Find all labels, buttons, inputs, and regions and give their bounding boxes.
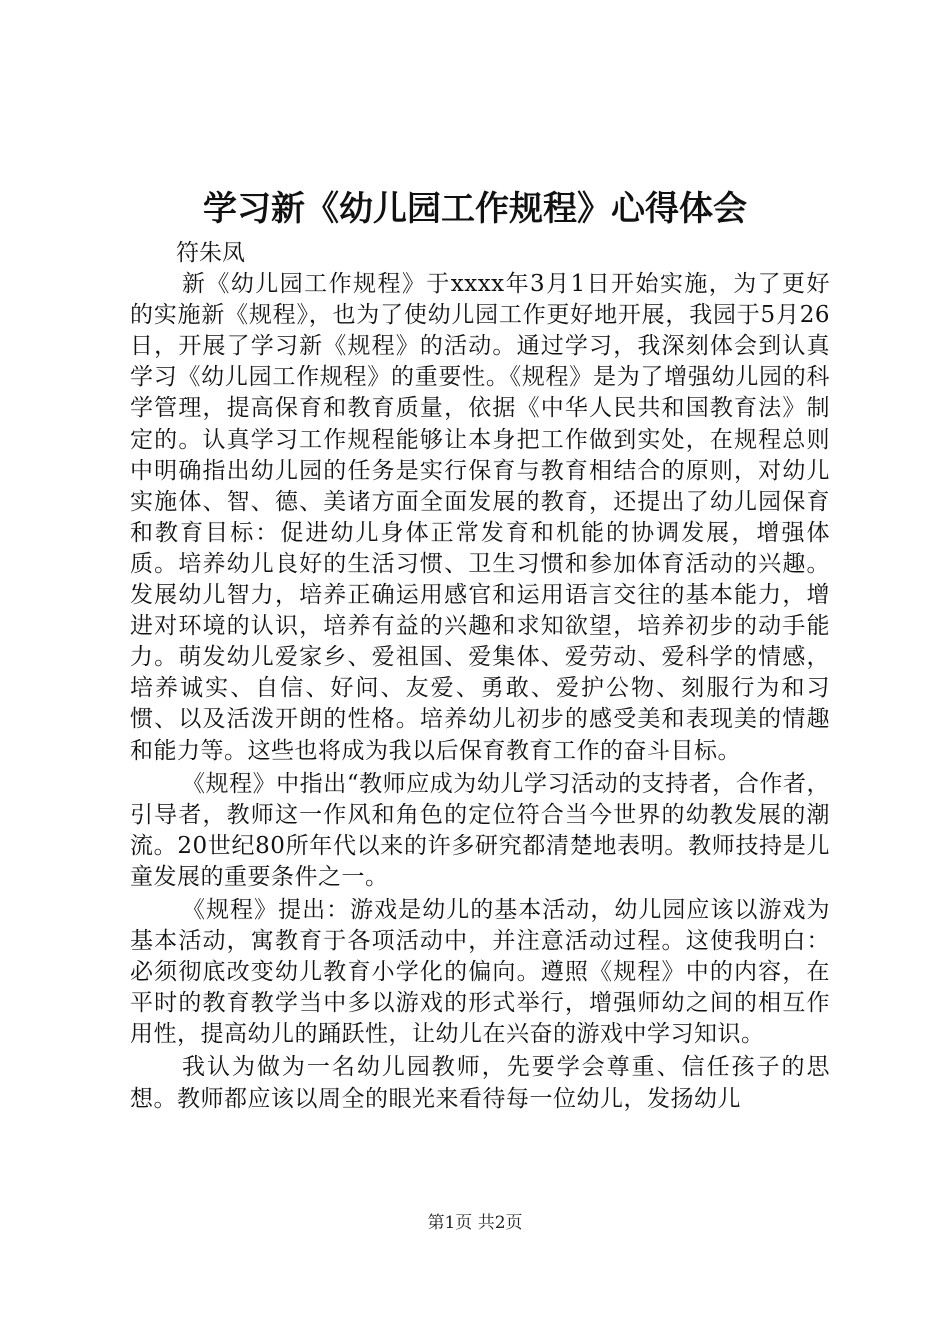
paragraph: 我认为做为一名幼儿园教师，先要学会尊重、信任孩子的思想。教师都应该以周全的眼光来看待每一位幼儿，发扬幼儿 xyxy=(130,1054,830,1112)
paragraph: 《规程》中指出“教师应成为幼儿学习活动的支持者，合作者，引导者，教师这一作风和角色的定位符合当今世界的幼教发展的潮流。20世纪80所年代以来的许多研究都清楚地表明。教师技持是儿童发展的重要条件之一。 xyxy=(130,770,830,890)
paragraph: 新《幼儿园工作规程》于xxxx年3月1日开始实施，为了更好的实施新《规程》，也为了使幼儿园工作更好地开展，我园于5月26日，开展了学习新《规程》的活动。通过学习，我深刻体会到认真学习《幼儿园工作规程》的重要性。《规程》是为了增强幼儿园的科学管理，提高保育和教育质量，依据《中华人民共和国教育法》制定的。认真学习工作规程能够让本身把工作做到实处，在规程总则中明确指出幼儿园的任务是实行保育与教育相结合的原则，对幼儿实施体、智、德、美诸方面全面发展的教育，还提出了幼儿园保育和教育目标：促进幼儿身体正常发育和机能的协调发展，增强体质。培养幼儿良好的生活习惯、卫生习惯和参加体育活动的兴趣。发展幼儿智力，培养正确运用感官和运用语言交往的基本能力，增进对环境的认识，培养有益的兴趣和求知欲望，培养初步的动手能力。萌发幼儿爱家乡、爱祖国、爱集体、爱劳动、爱科学的情感，培养诚实、自信、好问、友爱、勇敢、爱护公物、刻服行为和习惯、以及活泼开朗的性格。培养幼儿初步的感受美和表现美的情趣和能力等。这些也将成为我以后保育教育工作的奋斗目标。 xyxy=(130,271,830,764)
document-body xyxy=(130,238,830,1115)
document-title: 学习新《幼儿园工作规程》心得体会 xyxy=(203,189,747,229)
paragraph: 《规程》提出：游戏是幼儿的基本活动，幼儿园应该以游戏为基本活动，寓教育于各项活动中，并注意活动过程。这使我明白：必须彻底改变幼儿教育小学化的偏向。遵照《规程》中的内容，在平时的教育教学当中多以游戏的形式举行，增强师幼之间的相互作用性，提高幼儿的踊跃性，让幼儿在兴奋的游戏中学习知识。 xyxy=(130,896,830,1048)
author-name: 符朱凤 xyxy=(176,240,245,266)
page-footer: 第1页 共2页 xyxy=(427,1213,523,1233)
